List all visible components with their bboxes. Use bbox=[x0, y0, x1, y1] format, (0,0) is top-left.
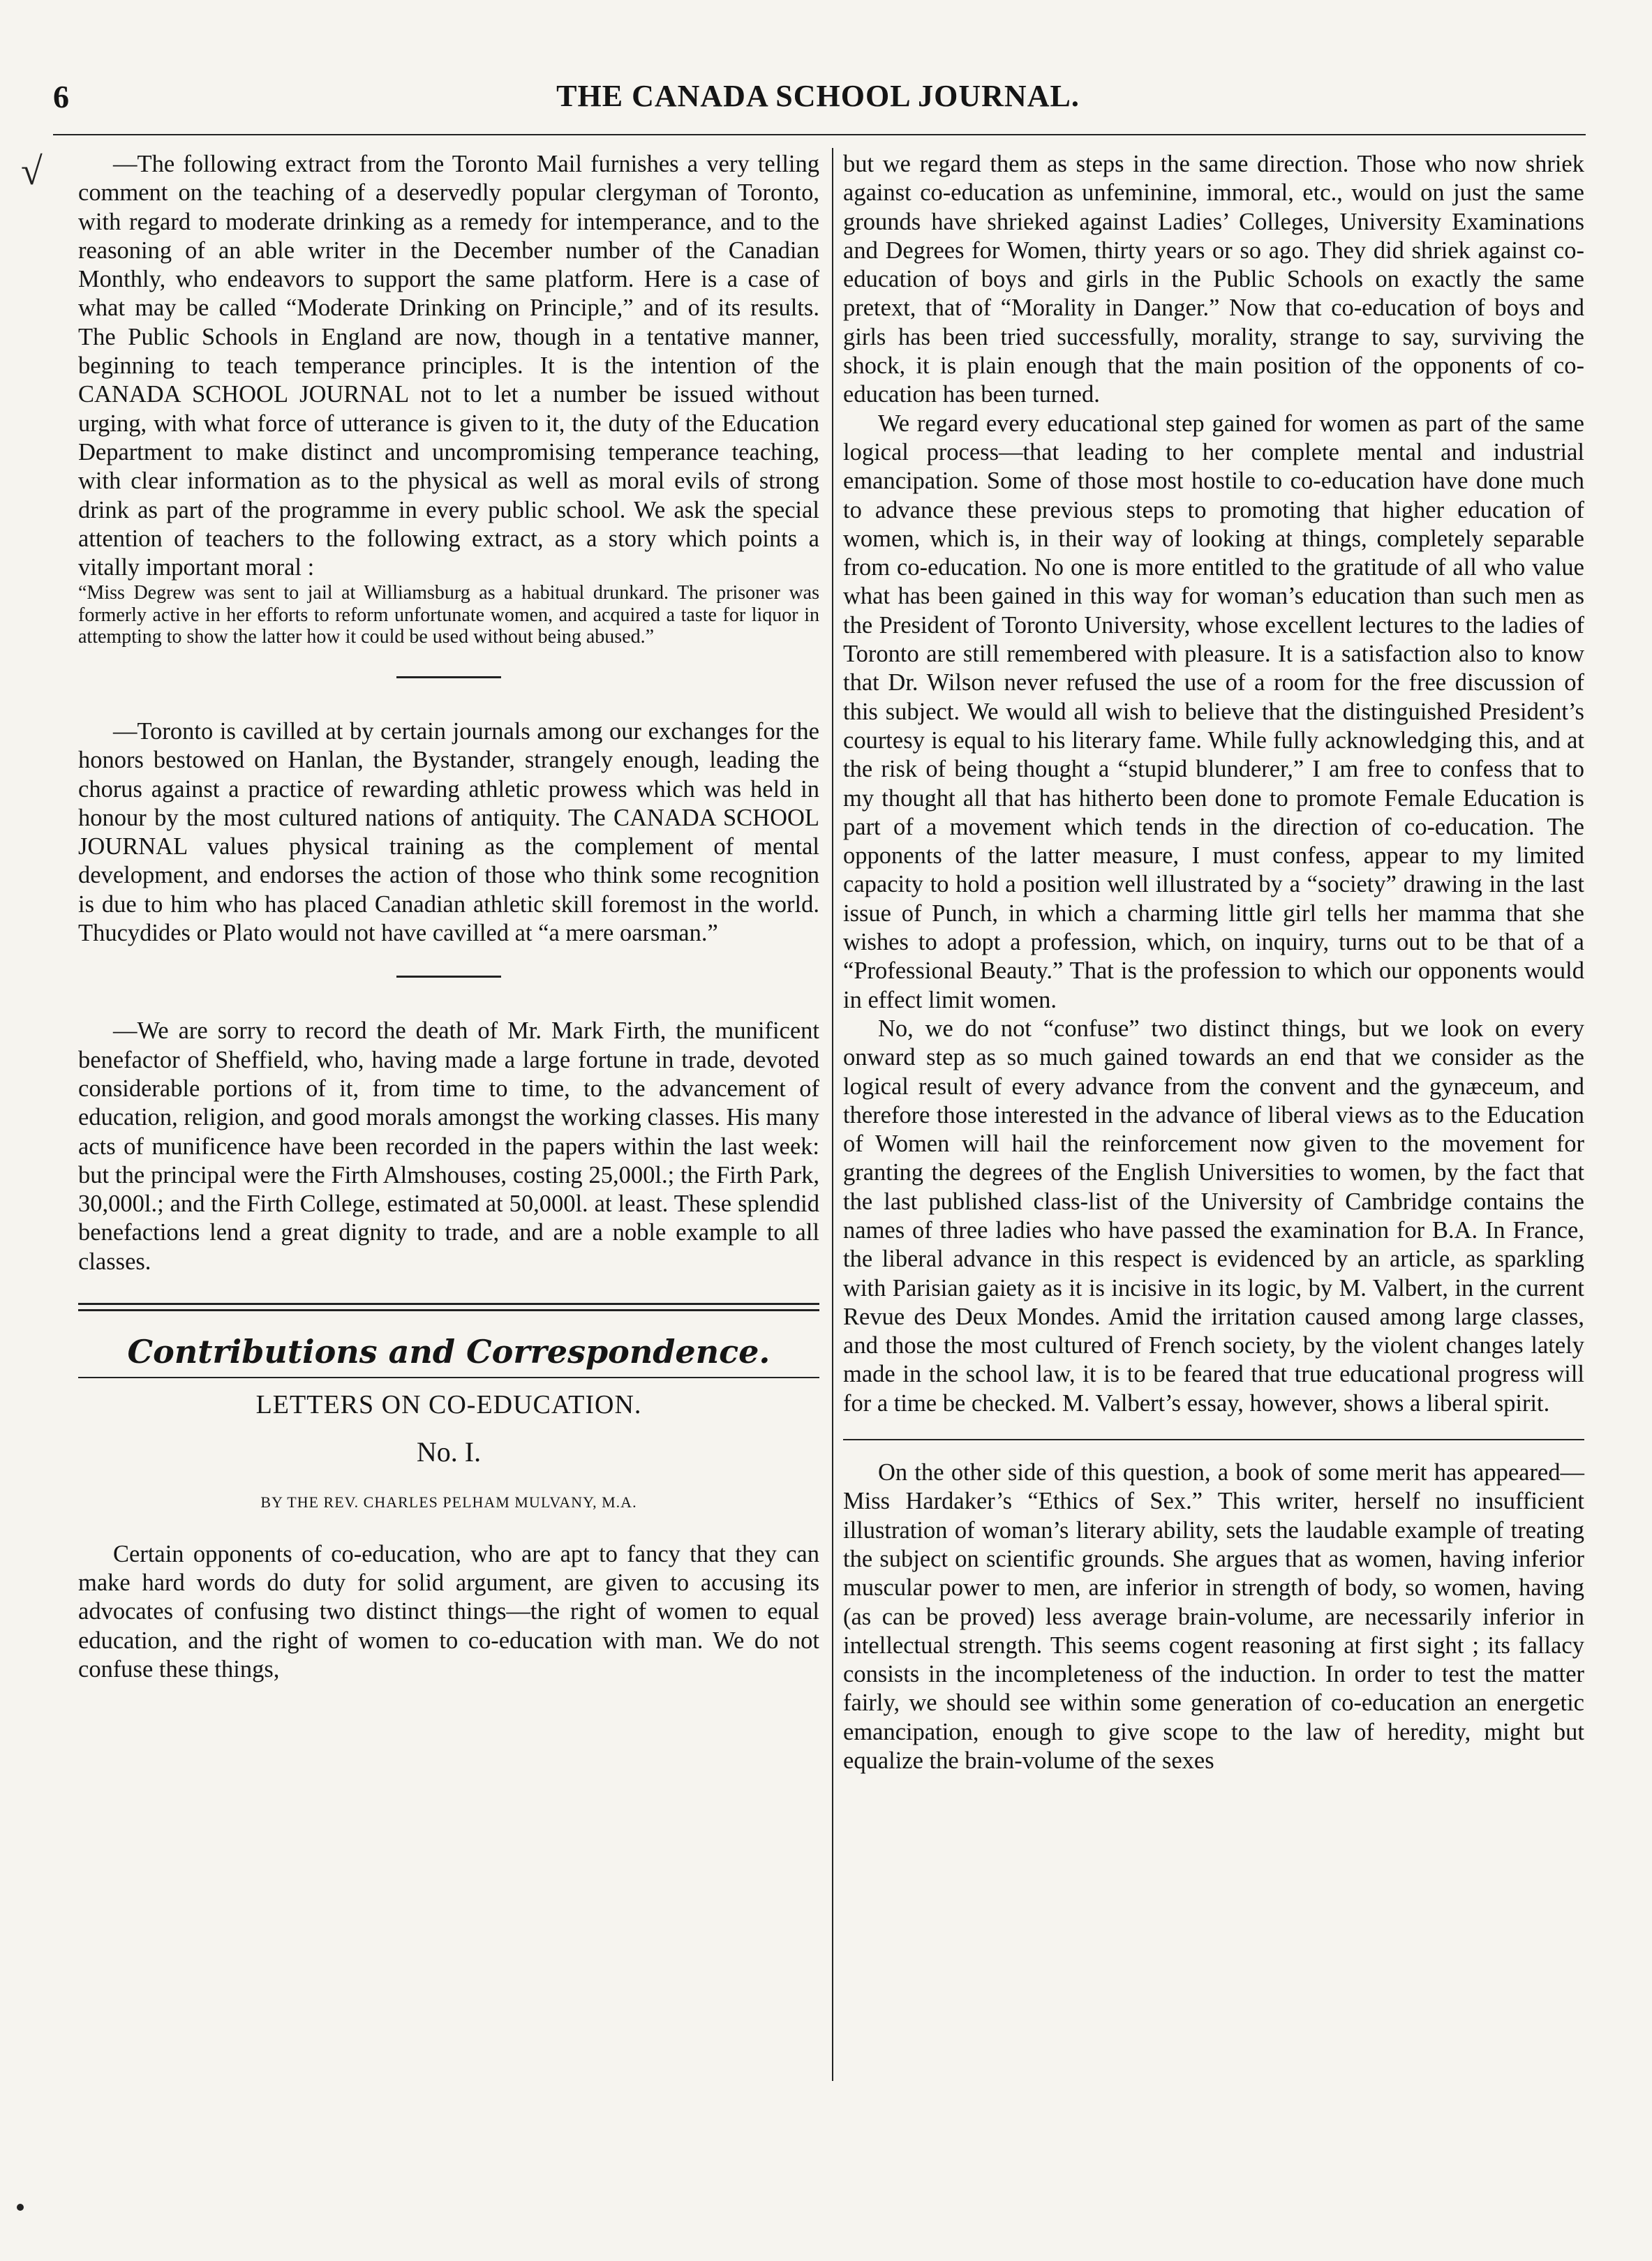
letter-paragraph-3: No, we do not “confuse” two distinct things, but we look on every onward step as so much gained towards an end that we consider as the logical result of every advance from the convent and the gynæceum, and therefore those interested in the advance of liberal views as to the Education of Women will hail the reinforcement now given to the movement for granting the degrees of the English Universities to women, by the fact that the last published class-list of the University of Cambridge contains the names of three ladies who have passed the examination for B.A. In France, the liberal advance in this respect is evidenced by an article, as sparkling with Parisian gaiety as it is incisive in its logic, by M. Valbert, in the current Revue des Deux Mondes. Amid the irritation caused among large classes, and those the most cultured of French society, by the violent changes lately made in the school law, it is to be feared that true educational progress will for a time be checked. M. Valbert’s essay, however, shows a liberal spirit. bbox=[843, 1015, 1584, 1417]
quoted-extract: “Miss Degrew was sent to jail at Williamsburg as a habitual drunkard. The prisoner was formerly active in her efforts to reform unfortunate women, and acquired a taste for liquor in attempting to show the latter how it could be used without being abused.” bbox=[78, 582, 819, 648]
editorial-item-mail-extract: —The following extract from the Toronto Mail furnishes a very telling comment on the teaching of a deservedly popular clergyman of Toronto, with regard to moderate drinking as a remedy for intemperance, and to the reasoning of an able writer in the December number of the Canadian Monthly, who endeavors to support the same platform. Here is a case of what may be called “Moderate Drinking on Principle,” and of its results. The Public Schools in England are now, though in a tentative manner, beginning to teach temperance principles. It is the intention of the CANADA SCHOOL JOURNAL not to let a number be issued without urging, with what force of utterance is given to it, the duty of the Education Department to make distinct and uncompromising temperance teaching, with clear information as to the physical as well as moral evils of strong drink as part of the programme in every public school. We ask the special attention of teachers to the following extract, as a story which points a vitally important moral : bbox=[78, 151, 819, 581]
column-divider bbox=[832, 148, 833, 2081]
editorial-item-hanlan: —Toronto is cavilled at by certain journals among our exchanges for the honors bestowed on Hanlan, the Bystander, strangely enough, leading the chorus against a practice of rewarding athletic prowess which was held in honour by the most cultured nations of antiquity. The CANADA SCHOOL JOURNAL values physical training as the complement of mental development, and endorses the action of those who think some recognition is due to him who has placed Canadian athletic skill foremost in the world. Thucydides or Plato would not have cavilled at “a mere oarsman.” bbox=[78, 717, 819, 947]
article-title: LETTERS ON CO-EDUCATION. bbox=[255, 1390, 642, 1419]
editorial-item-mark-firth: —We are sorry to record the death of Mr. Mark Firth, the munificent benefactor of Sheffield, who, having made a large fortune in trade, devoted considerable portions of it, from time to time, to the advancement of education, religion, and good morals amongst the working classes. His many acts of munificence have been recorded in the papers within the last week: but the principal were the Firth Almshouses, costing 25,000l.; the Firth Park, 30,000l.; and the Firth College, estimated at 50,000l. at least. These splendid benefactions lend a great dignity to trade, and are a noble example to all classes. bbox=[78, 1017, 819, 1275]
item-separator bbox=[396, 676, 501, 678]
journal-title: THE CANADA SCHOOL JOURNAL. bbox=[556, 79, 1080, 113]
page-header bbox=[43, 78, 1593, 120]
section-rule bbox=[78, 1377, 819, 1378]
item-separator bbox=[396, 976, 501, 978]
article-number: No. I. bbox=[416, 1436, 482, 1468]
letter-paragraph-2: We regard every educational step gained for women as part of the same logical process—that leading to her complete mental and industrial emancipation. Some of those most hostile to co-education have done much to advance these previous steps to promoting that higher education of women, which is, in their way of looking at things, completely separable from co-education. No one is more entitled to the gratitude of all who value what has been gained in this way for woman’s education than such men as the President of Toronto University, whose excellent lectures to the ladies of Toronto are still remembered with pleasure. It is a satisfaction also to know that Dr. Wilson never refused the use of a room for the free discussion of this subject. We would all wish to believe that the distinguished President’s courtesy is equal to his literary fame. While fully acknowledging this, and at the risk of being thought a “stupid blunderer,” I am free to confess that to my thought all that has hitherto been done to promote Female Education is part of a movement which tends in the direction of co-education. The opponents of the latter measure, I must confess, appear to my limited capacity to hold a position well illustrated by a “society” drawing in the last issue of Punch, in which a charming little girl tells her mamma that she wishes to adopt a profession, which, on inquiry, turns out to be that of a “Professional Beauty.” That is the profession to which our opponents would in effect limit women. bbox=[843, 410, 1584, 1013]
letter-paragraph-4: On the other side of this question, a book of some merit has appeared—Miss Hardaker’s “Ethics of Sex.” This writer, herself no insufficient illustration of woman’s literary ability, sets the laudable example of treating the subject on scientific grounds. She argues that as women, having inferior muscular power to men, are inferior in strength of body, so women, having (as can be proved) less average brain-volume, are necessarily inferior in intellectual strength. This seems cogent reasoning at first sight ; its fallacy consists in the incompleteness of the induction. In order to test the matter fairly, we should see within some generation of co-education an energetic emancipation, enough to give scope to the law of heredity, might but equalize the brain-volume of the sexes bbox=[843, 1459, 1584, 1775]
page-number: 6 bbox=[53, 79, 69, 114]
article-byline: BY THE REV. CHARLES PELHAM MULVANY, M.A. bbox=[260, 1493, 637, 1511]
right-column bbox=[843, 150, 1584, 1775]
header-rule bbox=[53, 134, 1586, 135]
margin-dot bbox=[17, 2204, 24, 2211]
section-double-rule bbox=[78, 1303, 819, 1311]
letter-opening-paragraph: Certain opponents of co-education, who are apt to fancy that they can make hard words do duty for solid argument, are given to accusing its advocates of confusing two distinct things—the right of women to equal education, and the right of women to co-education with man. We do not confuse these things, bbox=[78, 1540, 819, 1683]
letter-paragraph-1: but we regard them as steps in the same direction. Those who now shriek against co-education as unfeminine, immoral, etc., would on just the same grounds have shrieked against Ladies’ Colleges, University Examinations and Degrees for Women, thirty years or so ago. They did shriek against co-education of boys and girls in the Public Schools on exactly the same pretext, that of “Morality in Danger.” Now that co-education of boys and girls has been tried successfully, morality, strange to say, surviving the shock, it is plain enough that the main position of the opponents of co-education has been turned. bbox=[843, 151, 1584, 408]
left-column bbox=[78, 150, 819, 1684]
margin-tick-mark: √ bbox=[21, 150, 43, 193]
paragraph-separator-rule bbox=[843, 1439, 1584, 1440]
section-heading: Contributions and Correspondence. bbox=[127, 1333, 771, 1371]
